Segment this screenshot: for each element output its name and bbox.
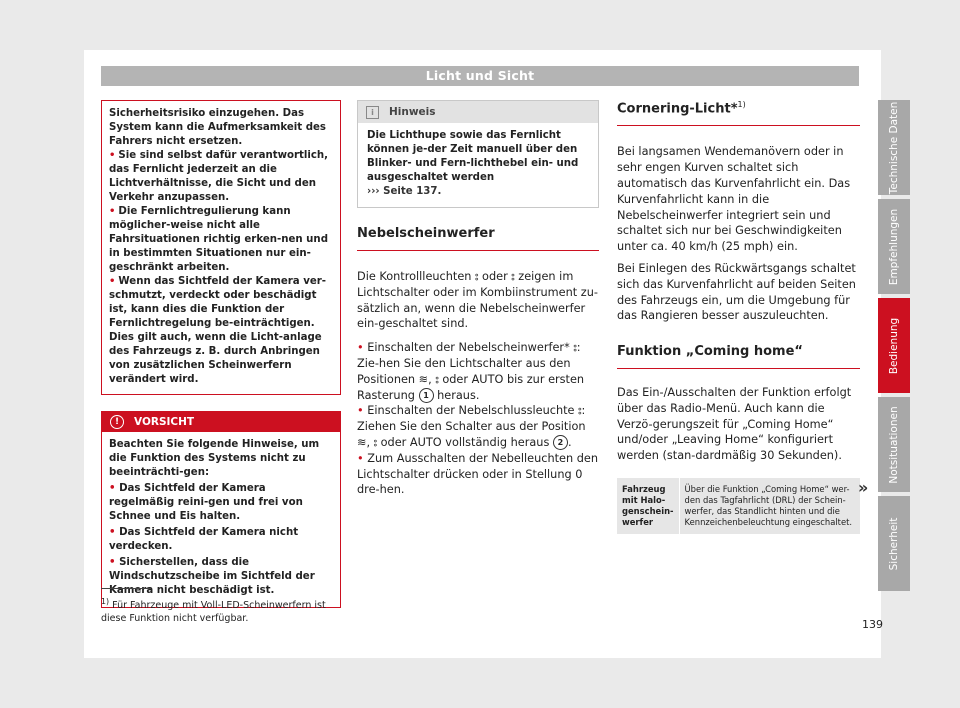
- alert-icon: !: [110, 415, 124, 429]
- vorsicht-bullet: • Sicherstellen, dass die Windschutzscheibe im Sichtfeld der Kamera nicht beschädigt ist.: [109, 557, 315, 596]
- tab-technische-daten[interactable]: Technische Daten: [878, 100, 910, 195]
- tab-empfehlungen[interactable]: Empfehlungen: [878, 199, 910, 294]
- hinweis-box: [357, 100, 599, 208]
- warning-bullet: • Sie sind selbst dafür verantwortlich, das Fernlicht jederzeit an die Lichtverhältnisse, die Sicht und den Verkehr anzupassen.: [109, 150, 329, 203]
- page-reference-link[interactable]: ››› Seite 137.: [367, 186, 442, 197]
- instruction-bullet: • Einschalten der Nebelscheinwerfer* ⦂: Zie-hen Sie den Lichtschalter aus den Positionen ≋, ⦂ oder AUTO bis zur ersten Rasterung 1 heraus.: [357, 341, 585, 402]
- tab-sicherheit[interactable]: Sicherheit: [878, 496, 910, 591]
- vorsicht-intro: Beachten Sie folgende Hinweise, um die Funktion des Systems nicht zu beeinträchti-gen:: [109, 439, 320, 478]
- callout-number: 1: [419, 388, 434, 403]
- table-value: Über die Funktion „Coming Home“ wer-den das Tagfahrlicht (DRL) der Schein-werfer, das Standlicht hinten und die Kennzeichenbeleuchtung eingeschaltet.: [679, 478, 860, 534]
- paragraph: Bei Einlegen des Rückwärtsgangs schaltet sich das Kurvenfahrlicht auf beiden Seiten des Fahrzeugs ein, um die Umgebung für das Rangieren besser auszuleuchten.: [617, 261, 856, 323]
- column-middle: [357, 100, 599, 498]
- info-icon: i: [366, 106, 379, 119]
- vorsicht-header: ! VORSICHT: [102, 412, 340, 432]
- warning-bullet: • Die Fernlichtregulierung kann möglicher-weise nicht alle Fahrsituationen richtig erken-nen und in bestimmten Situationen nur ein-geschränkt arbeiten.: [109, 206, 328, 273]
- paragraph: Die Kontrollleuchten ⦂ oder ⦂ zeigen im Lichtschalter oder im Kombiinstrument zu-sätzlich an, wenn die Nebelscheinwerfer ein-geschaltet sind.: [357, 270, 598, 331]
- vorsicht-body: [102, 432, 340, 607]
- table-row: [617, 478, 860, 534]
- instruction-bullet: • Zum Ausschalten der Nebelleuchten den Lichtschalter drücken oder in Stellung 0 dre-hen.: [357, 451, 599, 497]
- footnote: $^{1)}$ Für Fahrzeuge mit Voll-LED-Scheinwerfern ist diese Funktion nicht verfügbar.: [101, 597, 326, 624]
- tab-notsituationen[interactable]: Notsituationen: [878, 397, 910, 492]
- chapter-tabs: [878, 100, 910, 595]
- continue-arrow: »: [858, 478, 869, 497]
- column-left: [101, 100, 341, 608]
- warning-intro: Sicherheitsrisiko einzugehen. Das System kann die Aufmerksamkeit des Fahrers nicht ersetzen.: [109, 108, 326, 147]
- column-right: [617, 100, 860, 534]
- info-table: [617, 478, 860, 534]
- hinweis-header: i Hinweis: [358, 101, 598, 123]
- paragraph: Das Ein-/Ausschalten der Funktion erfolgt über das Radio-Menü. Auch kann die Verzö-gerungszeit für „Coming Home“ und/oder „Leaving Home“ konfiguriert werden (stan-dardmäßig 30 Sekunden).: [617, 386, 852, 463]
- tab-bedienung[interactable]: Bedienung: [878, 298, 910, 393]
- callout-number: 2: [553, 435, 568, 450]
- table-key: Fahrzeug mit Halo-genschein-werfer: [617, 478, 679, 534]
- warning-box-continued: [101, 100, 341, 395]
- section-title-coming-home: Funktion „Coming home“: [617, 344, 860, 369]
- footnote-divider: [101, 588, 151, 589]
- paragraph: Bei langsamen Wendemanövern oder in sehr engen Kurven schaltet sich automatisch das Kurvenfahrlicht ein. Das Kurvenfahrlicht kann in die Nebelscheinwerfer integriert sein und schaltet sich nur bei Geschwindigkeiten unter ca. 40 km/h (25 mph) ein.: [617, 145, 851, 254]
- instruction-bullet: • Einschalten der Nebelschlussleuchte ⦂: Ziehen Sie den Schalter aus der Position ≋, ⦂ oder AUTO vollständig heraus 2 .: [357, 404, 586, 449]
- vorsicht-box: [101, 411, 341, 608]
- warning-bullet: • Wenn das Sichtfeld der Kamera ver-schmutzt, verdeckt oder beschädigt ist, kann dies die Funktion der Fernlichtregelung be-einträchtigen. Dies gilt auch, wenn die Licht-anlage des Fahrzeugs z. B. durch Anbringen von zusätzlichen Scheinwerfern verändert wird.: [109, 276, 326, 385]
- page-number: 139: [862, 618, 883, 631]
- vorsicht-bullet: • Das Sichtfeld der Kamera nicht verdecken.: [109, 527, 299, 552]
- page-header: Licht und Sicht: [101, 66, 859, 86]
- section-title-cornering: Cornering-Licht*$^{1)}$: [617, 100, 860, 126]
- hinweis-body: Die Lichthupe sowie das Fernlicht können je-der Zeit manuell über den Blinker- und Fern-lichthebel ein- und ausgeschaltet werden ››› Seite 137.: [367, 130, 579, 197]
- section-title-nebelscheinwerfer: Nebelscheinwerfer: [357, 226, 599, 251]
- vorsicht-bullet: • Das Sichtfeld der Kamera regelmäßig reini-gen und frei von Schnee und Eis halten.: [109, 483, 303, 522]
